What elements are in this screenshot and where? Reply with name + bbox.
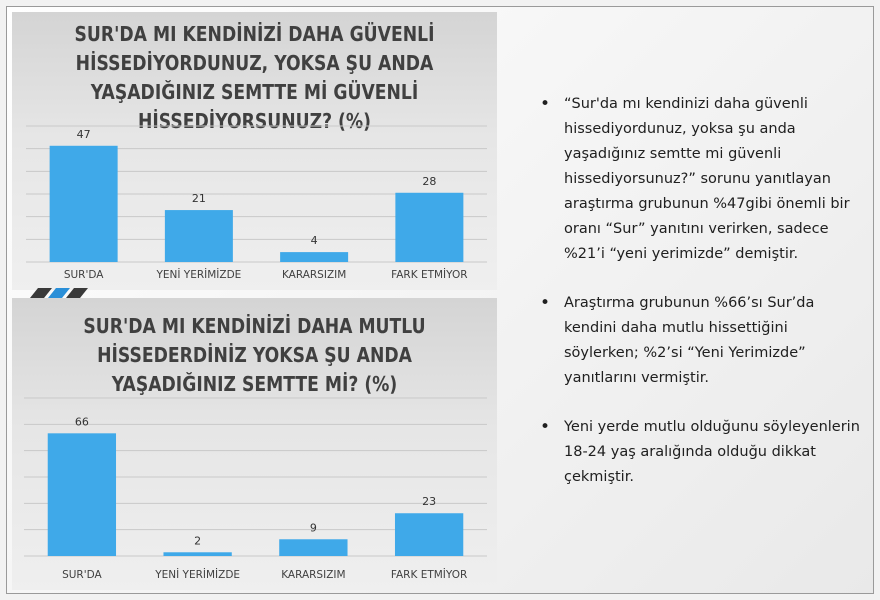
category-tick-label: KARARSIZIM (281, 269, 347, 281)
bar-2 (280, 252, 348, 262)
chart-title-line: YAŞADIĞINIZ SEMTTE Mİ GÜVENLİ (90, 80, 419, 104)
finding-item: • Yeni yerde mutlu olduğunu söyleyenlerin 18-24 yaş aralığında olduğu dikkat çekmiştir. (540, 415, 860, 490)
finding-item: • Araştırma grubunun %66’sı Sur’da kendini daha mutlu hissettiğini söylerken; %2’si “Yeni Yerimizde” yanıtlarını vermiştir. (540, 291, 860, 391)
chart-title-line: SUR'DA MI KENDİNİZİ DAHA MUTLU (83, 314, 426, 338)
chart-title-line: YAŞADIĞINIZ SEMTTE Mİ? (%) (111, 372, 398, 396)
data-label: 47 (76, 127, 91, 141)
category-tick-label: KARARSIZIM (281, 569, 346, 581)
category-tick-label: YENİ YERİMİZDE (156, 269, 242, 281)
chart-title-line: SUR'DA MI KENDİNİZİ DAHA GÜVENLİ (74, 22, 435, 46)
chart-panel-safety (12, 12, 497, 290)
data-label: 4 (310, 234, 318, 248)
category-tick-label: YENİ YERİMİZDE (155, 569, 241, 581)
bar-0 (50, 146, 118, 262)
data-label: 23 (422, 495, 437, 509)
chart-title-line: HİSSEDİYORDUNUZ, YOKSA ŞU ANDA (75, 51, 434, 75)
category-tick-label: FARK ETMİYOR (390, 569, 468, 581)
bar-chart-safety (12, 12, 497, 290)
data-label: 66 (74, 415, 89, 429)
category-tick-label: SUR'DA (62, 569, 102, 581)
bar-3 (395, 513, 463, 556)
chart-title-line: HİSSEDERDİNİZ YOKSA ŞU ANDA (97, 343, 412, 367)
chart-title-line: HİSSEDİYORSUNUZ? (%) (137, 109, 372, 133)
data-label: 9 (309, 521, 317, 535)
data-label: 21 (191, 192, 206, 206)
chart-panel-happiness (12, 298, 497, 590)
bar-1 (163, 552, 231, 556)
finding-item: • “Sur'da mı kendinizi daha güvenli hissediyordunuz, yoksa şu anda yaşadığınız semtte mi güvenli hissediyorsunuz?” sorunu yanıtlayan araştırma grubunun %47gibi önemli bir oranı “Sur” yanıtını verirken, sadece %21’i “yeni yerimizde” demiştir. (540, 92, 860, 267)
findings-list (540, 92, 860, 514)
bar-2 (279, 539, 347, 556)
data-label: 2 (194, 534, 202, 548)
bar-3 (395, 193, 463, 262)
category-tick-label: FARK ETMİYOR (391, 269, 468, 281)
bar-0 (48, 433, 116, 556)
data-label: 28 (422, 174, 437, 188)
bar-1 (165, 210, 233, 262)
decorative-stripes (30, 288, 90, 298)
category-tick-label: SUR'DA (63, 269, 104, 281)
bar-chart-happiness (12, 298, 497, 590)
